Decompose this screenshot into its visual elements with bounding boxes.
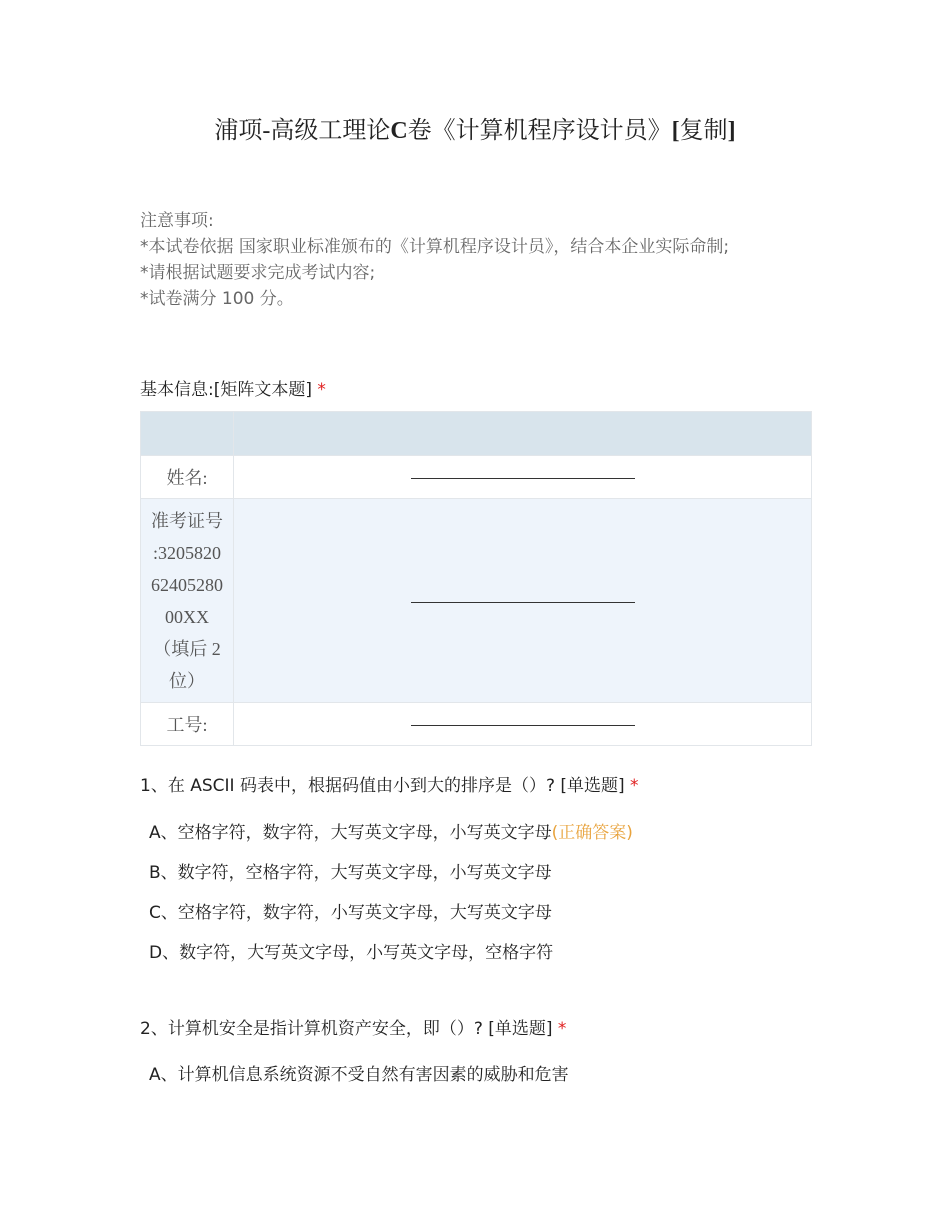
- question-1-option-a[interactable]: [149, 818, 633, 843]
- required-mark: *: [317, 380, 326, 400]
- matrix-header-row: [141, 412, 812, 456]
- matrix-header-cell: [141, 412, 234, 456]
- question-1-text: 1、在 ASCII 码表中，根据码值由小到大的排序是（）? [单选题]: [140, 776, 625, 796]
- title-part2: 卷《计算机程序设计员》: [407, 118, 672, 144]
- name-field[interactable]: [234, 456, 812, 499]
- option-text: A、空格字符，数字符，大写英文字母，小写英文字母: [149, 823, 552, 843]
- title-bold-c: C: [390, 118, 408, 144]
- basic-info-title-text: 基本信息:[矩阵文本题]: [140, 380, 312, 400]
- basic-info-matrix: [140, 411, 812, 746]
- question-1-option-b[interactable]: [149, 858, 552, 883]
- title-bracket-open: [: [671, 118, 680, 144]
- option-text: C、空格字符，数字符，小写英文字母，大写英文字母: [149, 903, 552, 923]
- question-1-option-c[interactable]: [149, 898, 552, 923]
- matrix-header-cell: [234, 412, 812, 456]
- correct-answer-tag: (正确答案): [551, 823, 633, 843]
- exam-id-field[interactable]: [234, 499, 812, 703]
- basic-info-title: [140, 375, 326, 400]
- name-label: 姓名:: [141, 456, 234, 499]
- employee-id-blank-line: [411, 724, 635, 726]
- required-mark: *: [557, 1019, 567, 1039]
- exam-id-label-line: （填后 2: [153, 638, 221, 659]
- notice-line: *本试卷依据 国家职业标准颁布的《计算机程序设计员》，结合本企业实际命制;: [140, 237, 730, 257]
- exam-id-label-line: 准考证号: [151, 510, 223, 531]
- title-bracket-close: ]: [727, 118, 736, 144]
- employee-id-label: 工号:: [141, 703, 234, 746]
- question-2-option-a[interactable]: [149, 1060, 569, 1085]
- question-1-option-d[interactable]: [149, 938, 553, 963]
- matrix-row-employee-id: [141, 703, 812, 746]
- employee-id-field[interactable]: [234, 703, 812, 746]
- page-title: [0, 110, 950, 145]
- question-2-title: [140, 1014, 566, 1039]
- option-text: B、数字符，空格字符，大写英文字母，小写英文字母: [149, 863, 552, 883]
- exam-id-label: [141, 499, 234, 703]
- option-text: D、数字符，大写英文字母，小写英文字母，空格字符: [149, 943, 554, 963]
- name-blank-line: [411, 477, 635, 479]
- exam-id-label-line: :3205820: [152, 542, 221, 563]
- matrix-row-name: [141, 456, 812, 499]
- title-part1: 浦项-高级工理论: [214, 118, 391, 144]
- exam-id-label-line: 00XX: [165, 606, 209, 627]
- notice-heading: 注意事项:: [140, 211, 214, 231]
- notice-line: *试卷满分 100 分。: [140, 289, 294, 309]
- required-mark: *: [630, 776, 639, 796]
- title-part3: 复制: [679, 118, 728, 144]
- exam-id-label-line: 位）: [169, 670, 205, 691]
- exam-id-label-line: 62405280: [151, 574, 223, 595]
- option-text: A、计算机信息系统资源不受自然有害因素的威胁和危害: [149, 1065, 569, 1085]
- notice-section: [140, 208, 840, 312]
- matrix-row-exam-id: [141, 499, 812, 703]
- question-2-text: 2、计算机安全是指计算机资产安全，即（）? [单选题]: [140, 1019, 553, 1039]
- question-1-title: [140, 771, 639, 796]
- exam-id-blank-line: [411, 601, 635, 603]
- notice-line: *请根据试题要求完成考试内容;: [140, 263, 376, 283]
